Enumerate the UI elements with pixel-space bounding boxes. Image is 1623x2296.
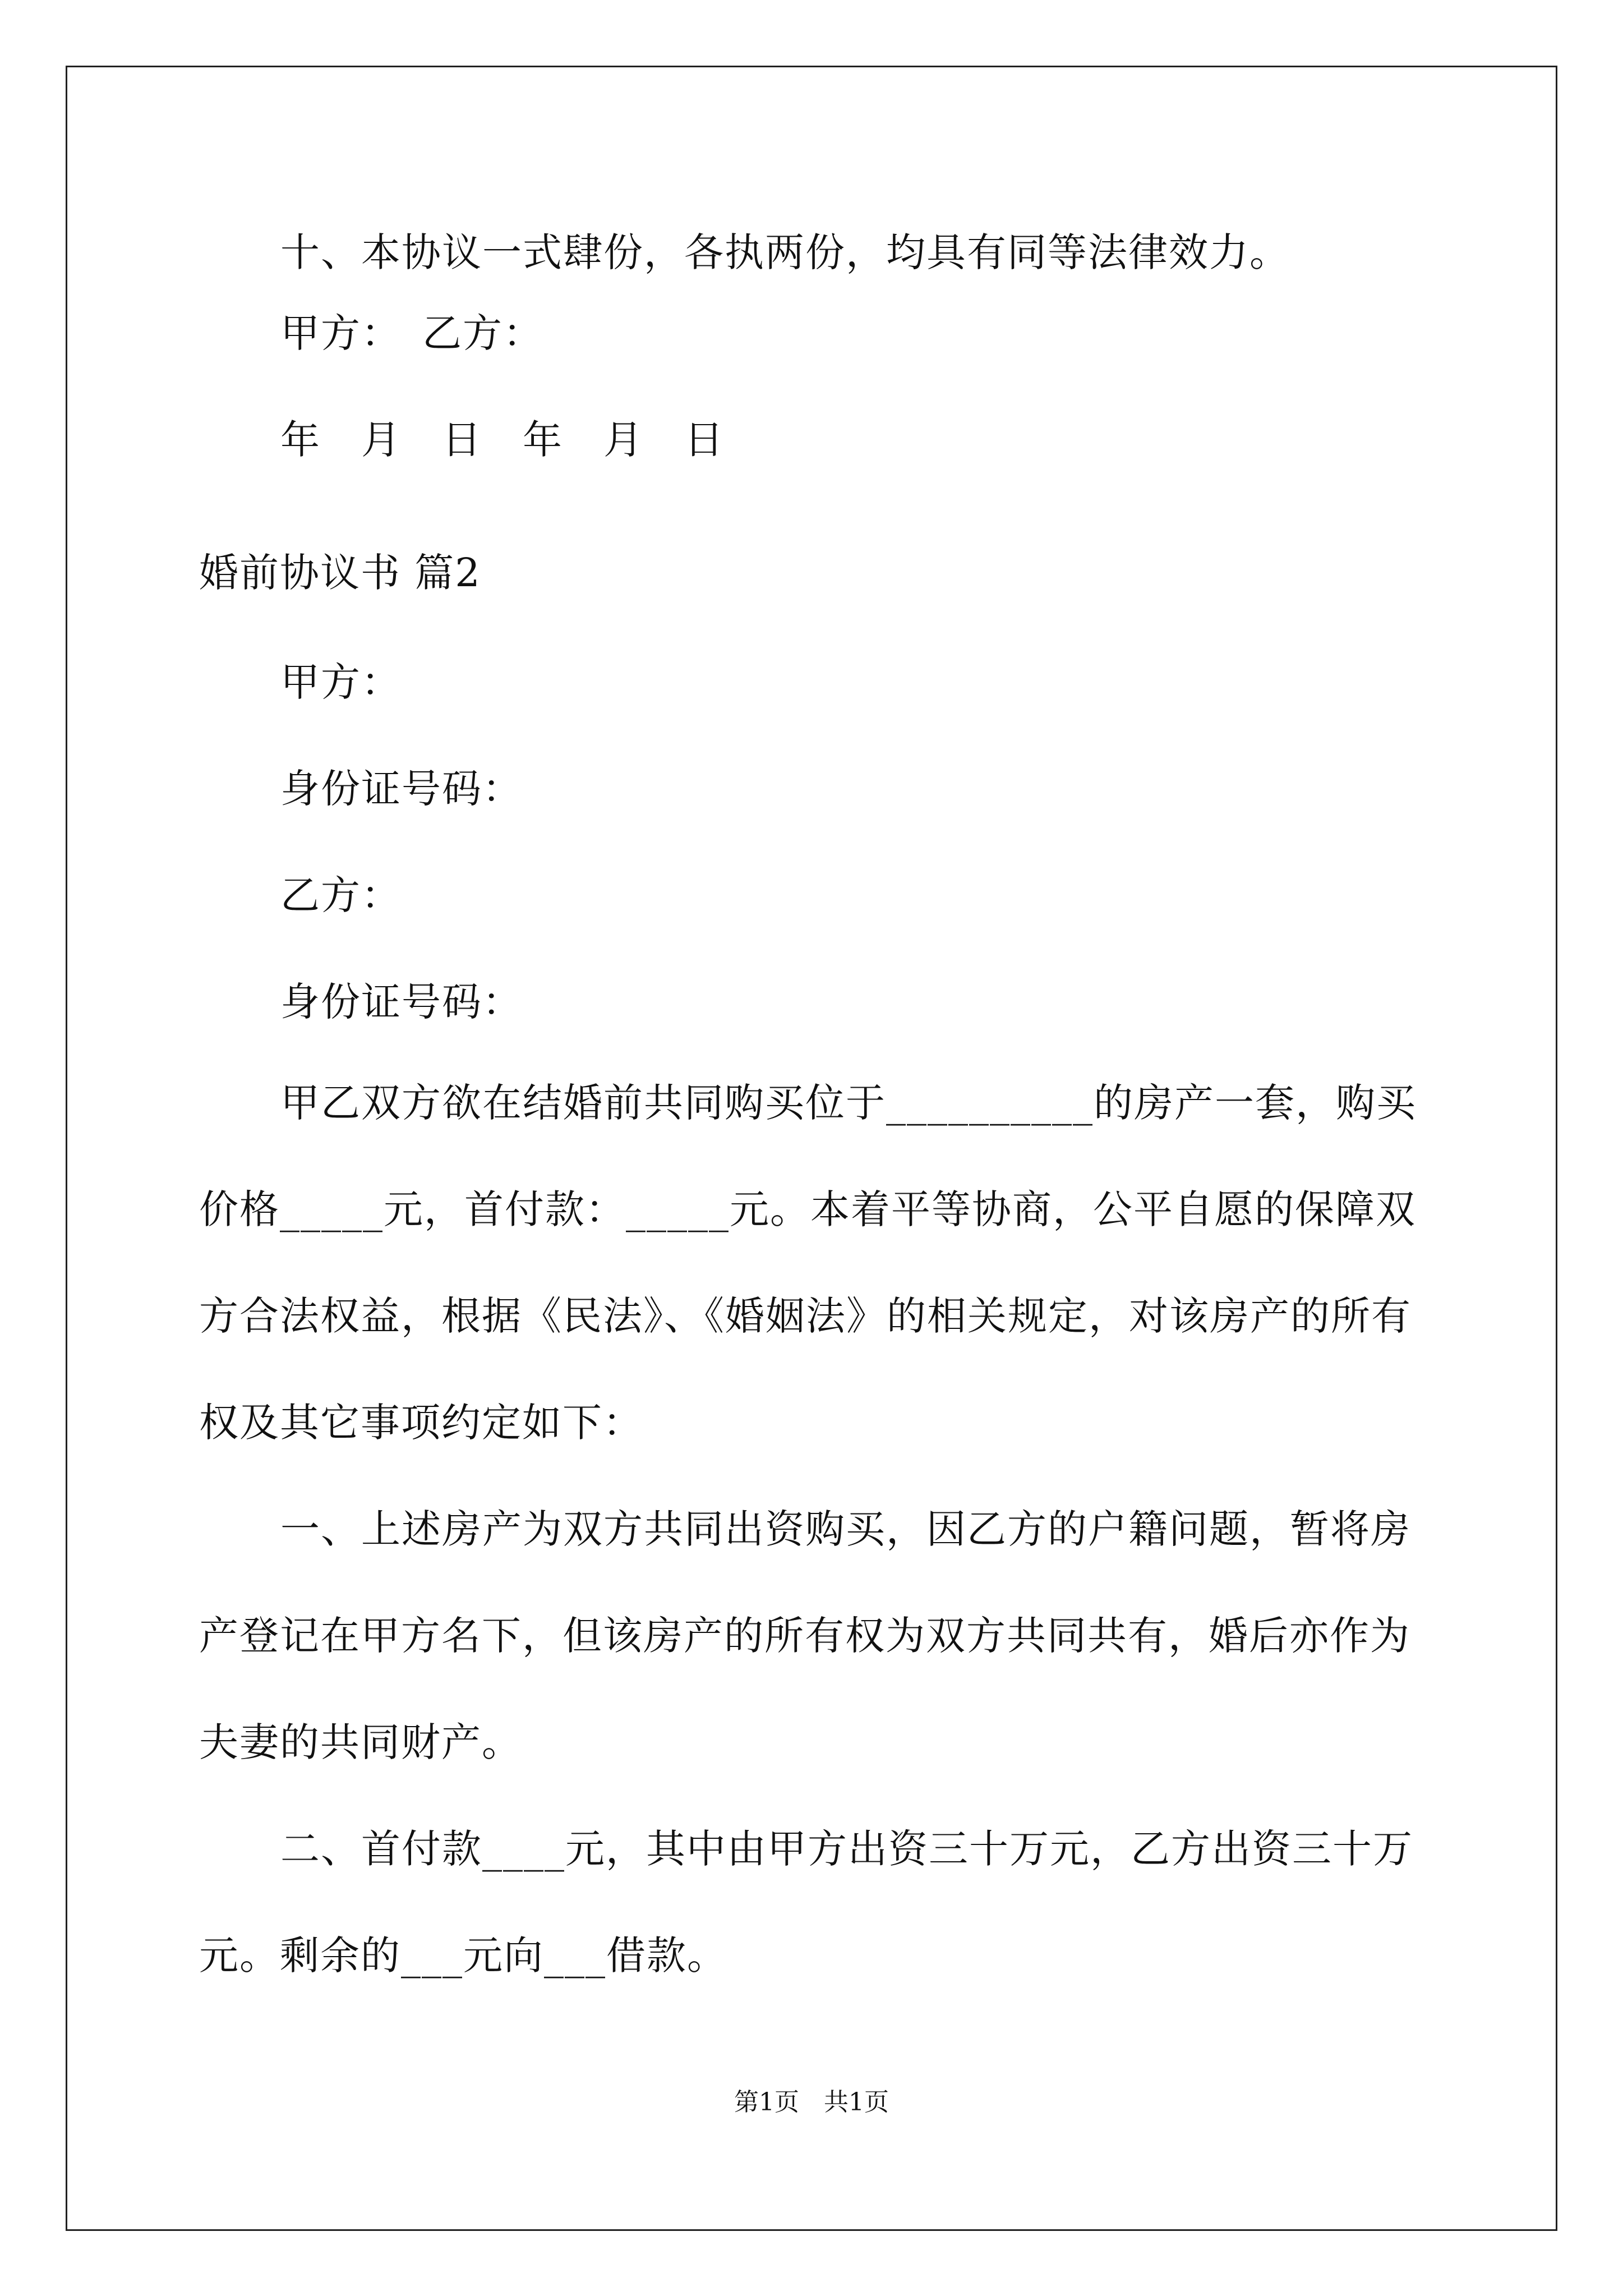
- party-b-label: 乙方：: [280, 872, 402, 918]
- party-a-label: 甲方：: [280, 659, 402, 705]
- clause-two-line-2: 元。剩余的___元向___借款。: [199, 1932, 727, 1978]
- clause-two-line-1: 二、首付款____元，其中由甲方出资三十万元，乙方出资三十万: [280, 1826, 1413, 1872]
- section-heading: 婚前协议书 篇2: [199, 550, 481, 596]
- clause-one-line-2: 产登记在甲方名下，但该房产的所有权为双方共同共有，婚后亦作为: [199, 1613, 1410, 1659]
- party-a-id-label: 身份证号码：: [280, 766, 523, 812]
- clause-one-line-3: 夫妻的共同财产。: [199, 1719, 522, 1765]
- intro-paragraph-line-3: 方合法权益，根据《民法》、《婚姻法》的相关规定，对该房产的所有: [199, 1293, 1412, 1339]
- signature-parties-line: 甲方： 乙方：: [280, 310, 543, 356]
- clause-one-line-1: 一、上述房产为双方共同出资购买，因乙方的户籍问题，暂将房: [280, 1506, 1411, 1552]
- page-footer: 第1页 共1页: [734, 2088, 889, 2116]
- intro-paragraph-line-4: 权及其它事项约定如下：: [199, 1400, 643, 1446]
- intro-paragraph-line-1: 甲乙双方欲在结婚前共同购买位于__________的房产一套，购买: [280, 1080, 1417, 1126]
- page-border: [66, 66, 1557, 2231]
- party-b-id-label: 身份证号码：: [280, 979, 523, 1025]
- clause-ten: 十、本协议一式肆份，各执两份，均具有同等法律效力。: [280, 229, 1290, 275]
- signature-date-line: 年 月 日 年 月 日: [280, 417, 725, 463]
- intro-paragraph-line-2: 价格_____元，首付款：_____元。本着平等协商，公平自愿的保障双: [199, 1186, 1416, 1232]
